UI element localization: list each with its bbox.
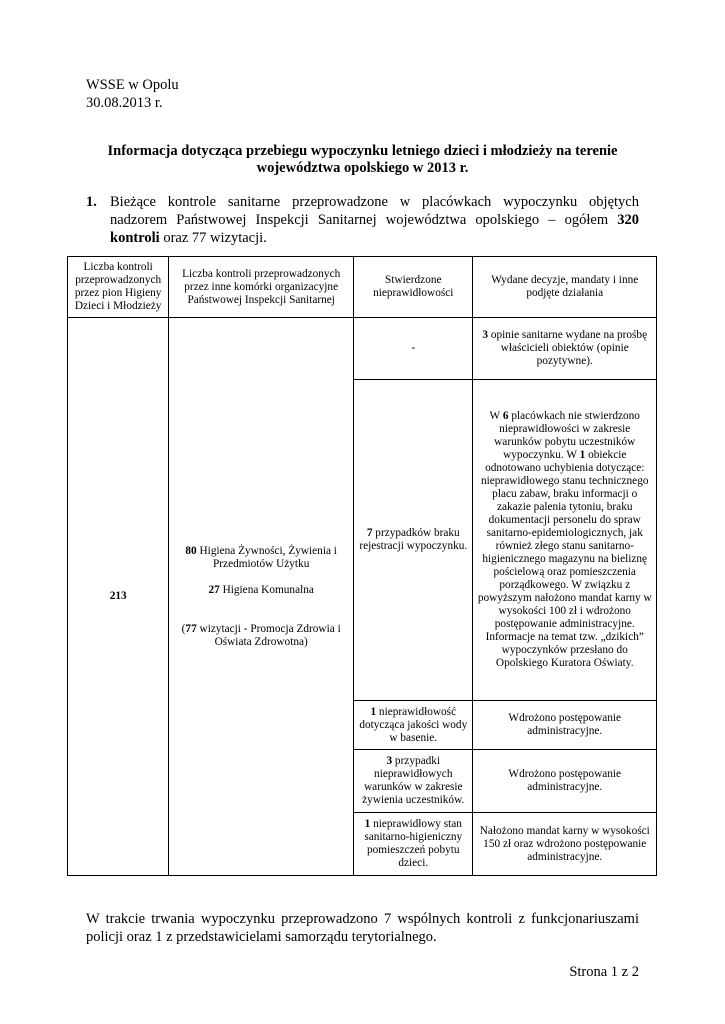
document-title (86, 143, 639, 177)
action-count-1: 6 (502, 410, 509, 422)
inspection-table (67, 256, 657, 876)
action-text: opinie sanitarne wydane na prośbę właścicieli obiektów (opinie pozytywne). (488, 329, 648, 367)
action-cell: Wdrożono postępowanie administracyjne. (473, 750, 657, 813)
issue-text: nieprawidłowy stan sanitarno-higieniczny pomieszczeń pobytu dzieci. (364, 818, 463, 869)
action-cell (473, 380, 657, 701)
page-number: Strona 1 z 2 (569, 964, 639, 980)
list-item-number: 1. (86, 194, 97, 210)
document-date: 30.08.2013 r. (86, 95, 163, 111)
header-cell-4: Wydane decyzje, mandaty i inne podjęte działania (473, 257, 657, 318)
issue-cell (354, 380, 473, 701)
paren-open: ( (181, 622, 186, 635)
action-text-2b: obiekcie odnotowano uchybienia dotyczące: nieprawidłowego stanu technicznego placu zabaw, braku informacji o zakazie palenia tytoniu, braku dokumentacji personelu do spraw sanitarno-epidemiologicznych, jak również złego stanu sanitarno-higienicznego magazynu na bieliznę pościelową oraz pomieszczenia porządkowego. W związku z powyższym nałożono mandat karny w wysokości 100 zł i wdrożono postępowanie administracyjne. Informacje na temat tzw. „dzikich” wypoczynków przesłano do Opolskiego Kuratora Oświaty. (477, 449, 652, 669)
list-item-text (110, 193, 639, 247)
issue-cell (354, 813, 473, 876)
visits-count: 77 (185, 622, 197, 635)
action-cell (473, 318, 657, 380)
action-text-1b: placówkach nie stwierdzono nieprawidłowości w zakresie warunków pobytu uczestników wypoczynku. (494, 410, 640, 461)
issue-cell (354, 750, 473, 813)
organization-name: WSSE w Opolu (86, 77, 179, 93)
issue-count: 7 (366, 527, 373, 539)
header-cell-1: Liczba kontroli przeprowadzonych przez pion Higieny Dzieci i Młodzieży (68, 257, 169, 318)
item-text-a: Bieżące kontrole sanitarne przeprowadzone w placówkach wypoczynku objętych nadzorem Państwowej Inspekcji Sanitarnej województwa opolskiego – ogółem (110, 194, 639, 228)
issue-count: 3 (386, 755, 393, 767)
other-units-cell (169, 318, 354, 876)
title-line-1: Informacja dotycząca przebiegu wypoczynku letniego dzieci i młodzieży na terenie (107, 143, 618, 159)
action-cell: Nałożono mandat karny w wysokości 150 zł oraz wdrożono postępowanie administracyjne. (473, 813, 657, 876)
action-text-2a: W (566, 449, 580, 461)
issue-text: nieprawidłowość dotycząca jakości wody w basenie. (359, 705, 468, 744)
issue-count: 1 (370, 705, 377, 718)
header-cell-2: Liczba kontroli przeprowadzonych przez inne komórki organizacyjne Państwowej Inspekcji Sanitarnej (169, 257, 354, 318)
action-text-1a: W (489, 410, 503, 422)
issue-count: 1 (364, 818, 371, 830)
issue-cell: - (354, 318, 473, 380)
issue-cell (354, 701, 473, 750)
opinion-count: 3 (482, 329, 489, 341)
item-bold-count: 320 kontroli (110, 212, 639, 246)
document-header (86, 76, 179, 112)
action-cell: Wdrożono postępowanie administracyjne. (473, 701, 657, 750)
table-header-row (68, 257, 657, 318)
issue-text: przypadków braku rejestracji wypoczynku. (359, 527, 468, 552)
list-item-1 (86, 193, 639, 247)
issue-text: przypadki nieprawidłowych warunków w zakresie żywienia uczestników. (362, 755, 465, 806)
action-count-2: 1 (579, 449, 586, 461)
title-line-2: województwa opolskiego w 2013 r. (256, 160, 469, 176)
visits-label: wizytacji - Promocja Zdrowia i Oświata Zdrowotna) (196, 622, 341, 648)
communal-hygiene-label: Higiena Komunalna (219, 583, 314, 596)
item-text-b: oraz 77 wizytacji. (159, 230, 267, 246)
communal-hygiene-count: 27 (208, 583, 220, 596)
table-row (68, 318, 657, 380)
header-cell-3: Stwierdzone nieprawidłowości (354, 257, 473, 318)
hdm-count-cell: 213 (68, 318, 169, 876)
food-hygiene-label: Higiena Żywności, Żywienia i Przedmiotów Użytku (196, 544, 337, 570)
summary-paragraph: W trakcie trwania wypoczynku przeprowadzono 7 wspólnych kontroli z funkcjonariuszami policji oraz 1 z przedstawicielami samorządu terytorialnego. (86, 911, 639, 945)
food-hygiene-count: 80 (185, 544, 197, 557)
